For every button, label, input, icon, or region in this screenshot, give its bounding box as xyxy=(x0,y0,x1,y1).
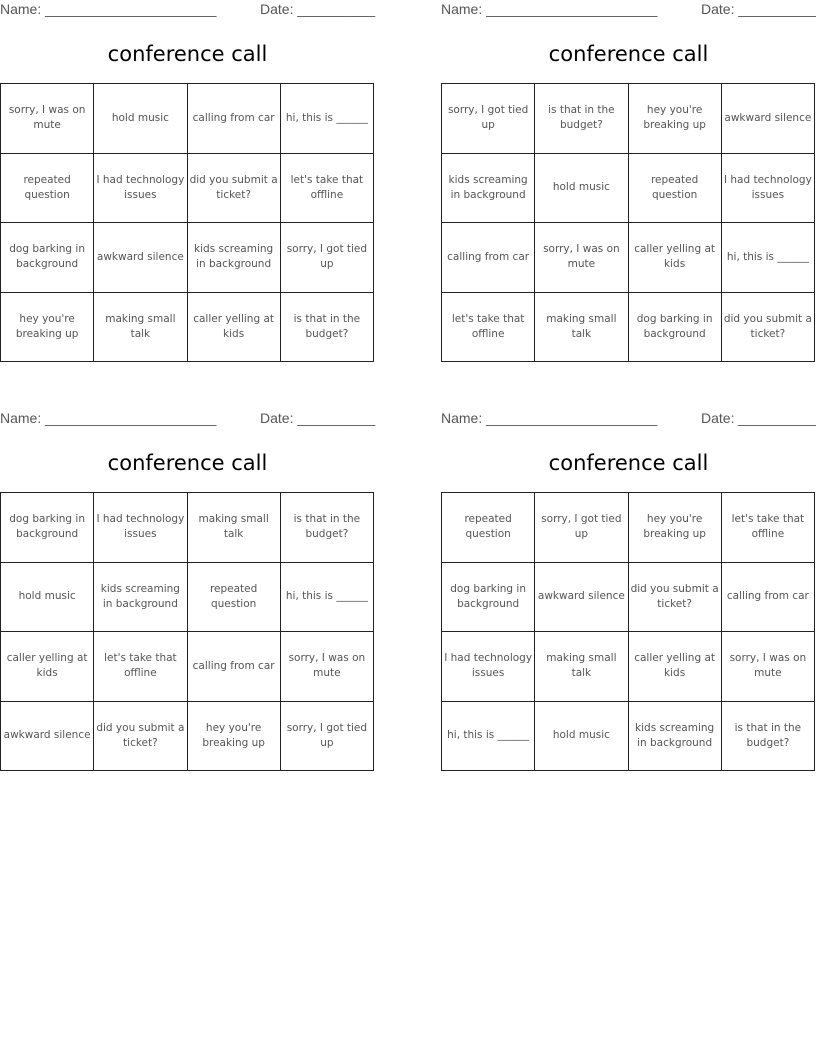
bingo-cell: is that in the budget? xyxy=(722,702,815,772)
name-field-label: Name: ______________________ xyxy=(0,410,217,426)
bingo-cell: hey you're breaking up xyxy=(629,493,722,563)
bingo-grid xyxy=(441,83,815,362)
bingo-cell: making small talk xyxy=(535,293,628,363)
bingo-cell: hold music xyxy=(1,563,94,633)
bingo-cell: caller yelling at kids xyxy=(188,293,281,363)
bingo-cell: let's take that offline xyxy=(722,493,815,563)
bingo-cell: repeated question xyxy=(1,154,94,224)
card-header xyxy=(0,1,375,21)
bingo-cell: repeated question xyxy=(188,563,281,633)
bingo-cell: sorry, I was on mute xyxy=(535,223,628,293)
bingo-cell: I had technology issues xyxy=(94,154,187,224)
bingo-cell: dog barking in background xyxy=(1,493,94,563)
bingo-cell: did you submit a ticket? xyxy=(722,293,815,363)
card-title: conference call xyxy=(548,451,709,475)
card-header xyxy=(441,410,816,430)
date-field-label: Date: __________ xyxy=(701,410,816,426)
bingo-cell: awkward silence xyxy=(722,84,815,154)
date-field-label: Date: __________ xyxy=(701,1,816,17)
bingo-cell: did you submit a ticket? xyxy=(94,702,187,772)
bingo-grid xyxy=(0,492,374,771)
bingo-cell: caller yelling at kids xyxy=(629,632,722,702)
bingo-cell: sorry, I was on mute xyxy=(1,84,94,154)
bingo-cell: dog barking in background xyxy=(442,563,535,633)
date-field-label: Date: __________ xyxy=(260,410,376,426)
bingo-cell: calling from car xyxy=(188,632,281,702)
bingo-cell: caller yelling at kids xyxy=(629,223,722,293)
bingo-cell: sorry, I got tied up xyxy=(281,223,374,293)
bingo-cell: hold music xyxy=(535,702,628,772)
name-field-label: Name: ______________________ xyxy=(441,1,658,17)
bingo-cell: awkward silence xyxy=(94,223,187,293)
bingo-cell: kids screaming in background xyxy=(629,702,722,772)
bingo-cell: is that in the budget? xyxy=(281,493,374,563)
bingo-cell: hi, this is ______ xyxy=(281,84,374,154)
card-header xyxy=(0,410,375,430)
bingo-cell: I had technology issues xyxy=(94,493,187,563)
bingo-cell: dog barking in background xyxy=(629,293,722,363)
bingo-cell: hold music xyxy=(94,84,187,154)
bingo-cell: hey you're breaking up xyxy=(188,702,281,772)
bingo-cell: repeated question xyxy=(442,493,535,563)
bingo-cell: I had technology issues xyxy=(722,154,815,224)
bingo-cell: kids screaming in background xyxy=(442,154,535,224)
bingo-cell: hold music xyxy=(535,154,628,224)
name-field-label: Name: ______________________ xyxy=(0,1,217,17)
card-title: conference call xyxy=(548,42,709,66)
bingo-cell: did you submit a ticket? xyxy=(188,154,281,224)
bingo-cell: hey you're breaking up xyxy=(1,293,94,363)
bingo-cell: making small talk xyxy=(94,293,187,363)
bingo-cell: kids screaming in background xyxy=(188,223,281,293)
bingo-cell: let's take that offline xyxy=(442,293,535,363)
bingo-cell: making small talk xyxy=(188,493,281,563)
bingo-card-2 xyxy=(441,0,816,380)
bingo-cell: I had technology issues xyxy=(442,632,535,702)
bingo-cell: sorry, I was on mute xyxy=(281,632,374,702)
bingo-card-3 xyxy=(0,409,375,789)
bingo-cell: is that in the budget? xyxy=(281,293,374,363)
bingo-cell: did you submit a ticket? xyxy=(629,563,722,633)
bingo-cell: calling from car xyxy=(188,84,281,154)
bingo-cell: awkward silence xyxy=(1,702,94,772)
bingo-cell: let's take that offline xyxy=(281,154,374,224)
bingo-cell: hi, this is ______ xyxy=(722,223,815,293)
bingo-cell: is that in the budget? xyxy=(535,84,628,154)
bingo-card-4 xyxy=(441,409,816,789)
name-field-label: Name: ______________________ xyxy=(441,410,658,426)
date-field-label: Date: __________ xyxy=(260,1,376,17)
card-title: conference call xyxy=(107,42,268,66)
bingo-cell: let's take that offline xyxy=(94,632,187,702)
bingo-cell: calling from car xyxy=(722,563,815,633)
bingo-cell: calling from car xyxy=(442,223,535,293)
bingo-cell: sorry, I got tied up xyxy=(442,84,535,154)
card-header xyxy=(441,1,816,21)
bingo-cell: kids screaming in background xyxy=(94,563,187,633)
bingo-grid xyxy=(0,83,374,362)
bingo-cell: sorry, I got tied up xyxy=(535,493,628,563)
bingo-cell: hi, this is ______ xyxy=(442,702,535,772)
bingo-cell: sorry, I got tied up xyxy=(281,702,374,772)
bingo-cell: repeated question xyxy=(629,154,722,224)
bingo-cell: dog barking in background xyxy=(1,223,94,293)
bingo-cell: sorry, I was on mute xyxy=(722,632,815,702)
bingo-cell: making small talk xyxy=(535,632,628,702)
bingo-cell: awkward silence xyxy=(535,563,628,633)
card-title: conference call xyxy=(107,451,268,475)
bingo-card-1 xyxy=(0,0,375,380)
bingo-grid xyxy=(441,492,815,771)
bingo-cell: hi, this is ______ xyxy=(281,563,374,633)
bingo-cell: caller yelling at kids xyxy=(1,632,94,702)
bingo-cell: hey you're breaking up xyxy=(629,84,722,154)
